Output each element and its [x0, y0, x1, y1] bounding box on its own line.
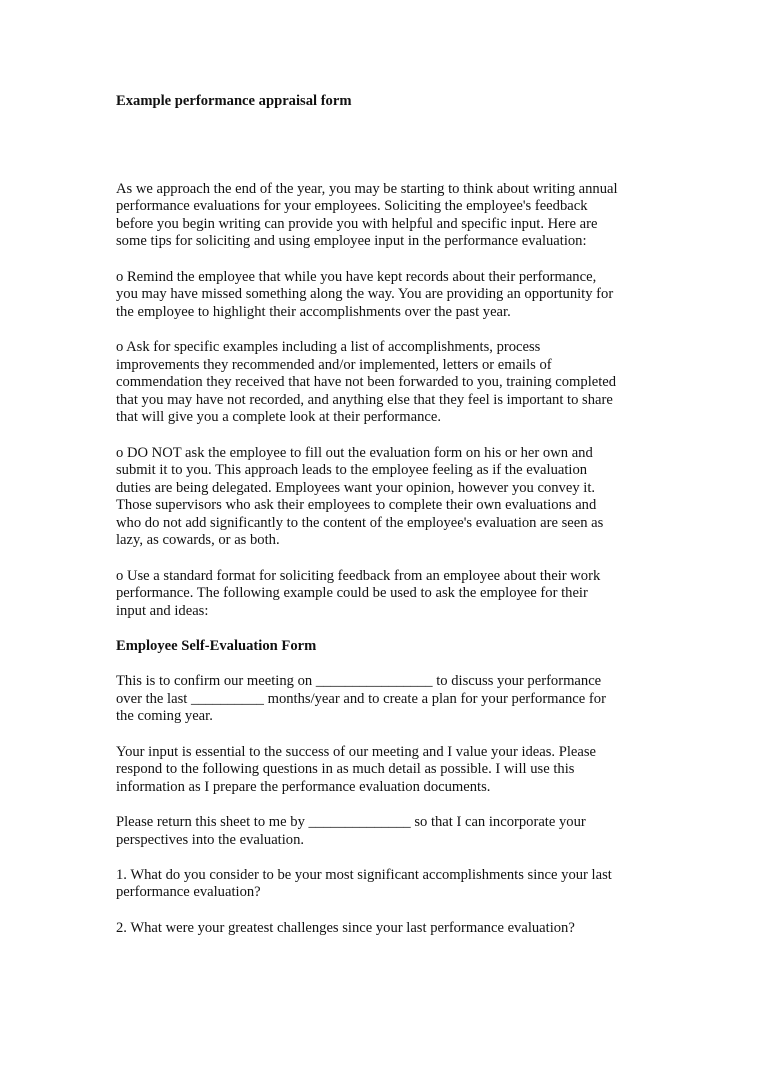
form-line: perspectives into the evaluation. [116, 831, 305, 848]
intro-line: performance evaluations for your employees. Soliciting the employee's feedback [116, 198, 588, 215]
question-line: 1. What do you consider to be your most significant accomplishments since your last [116, 866, 612, 883]
tip-remind-employee [116, 269, 656, 322]
form-line: respond to the following questions in as much detail as possible. I will use this [116, 761, 575, 778]
form-line: This is to confirm our meeting on ________________ to discuss your performance [116, 673, 602, 690]
tip-line: duties are being delegated. Employees want your opinion, however you convey it. [116, 479, 596, 496]
form-return-sheet [116, 814, 656, 849]
question-line: 2. What were your greatest challenges since your last performance evaluation? [116, 919, 575, 936]
tip-line: submit it to you. This approach leads to the employee feeling as if the evaluation [116, 462, 588, 479]
question-1 [116, 867, 656, 902]
tip-line: you may have missed something along the way. You are providing an opportunity for [116, 286, 614, 303]
intro-paragraph [116, 181, 656, 251]
tip-line: o Remind the employee that while you have kept records about their performance, [116, 268, 597, 285]
form-line: over the last __________ months/year and to create a plan for your performance for [116, 690, 606, 707]
tip-line: o DO NOT ask the employee to fill out the evaluation form on his or her own and [116, 444, 593, 461]
document-page [116, 93, 656, 955]
tip-line: commendation they received that have not been forwarded to you, training completed [116, 374, 617, 391]
tip-line: who do not add significantly to the content of the employee's evaluation are seen as [116, 514, 604, 531]
intro-line: before you begin writing can provide you with helpful and specific input. Here are [116, 215, 598, 232]
question-2 [116, 920, 656, 938]
intro-line: some tips for soliciting and using employee input in the performance evaluation: [116, 233, 587, 250]
form-line: the coming year. [116, 708, 213, 725]
form-line: Please return this sheet to me by ______________ so that I can incorporate your [116, 813, 586, 830]
form-confirm-meeting [116, 673, 656, 726]
tip-line: the employee to highlight their accomplishments over the past year. [116, 303, 511, 320]
tip-line: lazy, as cowards, or as both. [116, 532, 280, 549]
tip-ask-examples [116, 339, 656, 427]
form-line: information as I prepare the performance evaluation documents. [116, 778, 491, 795]
form-line: Your input is essential to the success of our meeting and I value your ideas. Please [116, 743, 597, 760]
tip-line: performance. The following example could be used to ask the employee for their [116, 585, 588, 602]
tip-line: input and ideas: [116, 602, 209, 619]
tip-line: that will give you a complete look at their performance. [116, 409, 442, 426]
tip-do-not-ask [116, 445, 656, 551]
tip-line: that you may have not recorded, and anything else that they feel is important to share [116, 391, 613, 408]
intro-line: As we approach the end of the year, you may be starting to think about writing annual [116, 180, 618, 197]
question-line: performance evaluation? [116, 884, 261, 901]
form-heading: Employee Self-Evaluation Form [116, 638, 317, 655]
tip-line: Those supervisors who ask their employees to complete their own evaluations and [116, 497, 597, 514]
tip-line: improvements they recommended and/or implemented, letters or emails of [116, 356, 552, 373]
tip-line: o Use a standard format for soliciting feedback from an employee about their work [116, 567, 601, 584]
form-input-essential [116, 744, 656, 797]
tip-line: o Ask for specific examples including a list of accomplishments, process [116, 338, 541, 355]
tip-standard-format [116, 568, 656, 621]
document-title: Example performance appraisal form [116, 93, 352, 109]
